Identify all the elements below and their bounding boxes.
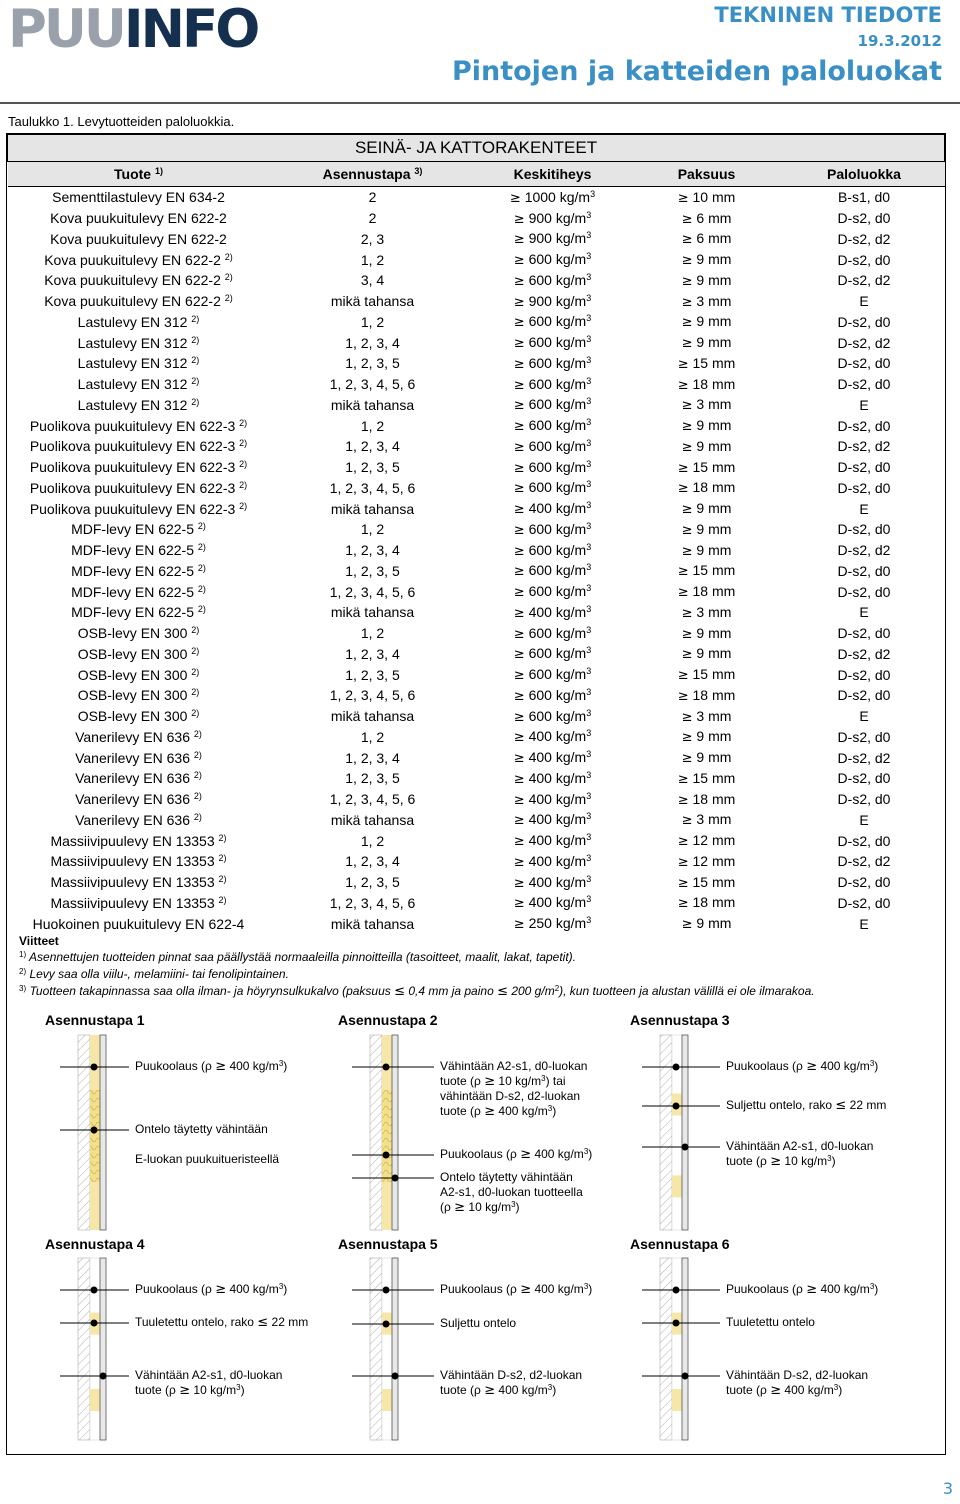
- cell-product: Massiivipuulevy EN 13353 $^{2)}$: [50, 894, 227, 911]
- product-board: [392, 1258, 398, 1440]
- doc-title: Pintojen ja katteiden paloluokat: [451, 56, 942, 87]
- assembly-label: Puukoolaus (ρ ≥ 400 $kg/m^3$): [440, 1282, 593, 1297]
- footnote-1: $^{1)}$ Asennettujen tuotteiden pinnat saa päällystää normaaleilla pinnoitteilla (tasoitteet, maalit, lakat, tapetit).: [19, 950, 577, 964]
- assembly-title: Asennustapa 1: [45, 1012, 145, 1028]
- cell-density: ≥ 600 $kg/m^3$: [513, 417, 592, 435]
- cell-class: E: [859, 915, 869, 932]
- cell-method: 3, 4: [360, 272, 385, 289]
- cell-method: 1, 2: [360, 313, 385, 330]
- cell-density: ≥ 600 $kg/m^3$: [513, 396, 592, 414]
- wood-batten: [90, 1035, 100, 1090]
- cell-method: 1, 2: [360, 728, 385, 745]
- table-caption: Taulukko 1. Levytuotteiden paloluokkia.: [8, 114, 235, 129]
- cell-thickness: ≥ 15 mm: [677, 562, 736, 580]
- cell-density: ≥ 400 $kg/m^3$: [513, 790, 592, 808]
- cell-thickness: ≥ 9 mm: [681, 334, 732, 352]
- cell-method: mikä tahansa: [330, 604, 415, 621]
- cell-method: 1, 2, 3, 4, 5, 6: [329, 376, 416, 393]
- cell-density: ≥ 600 $kg/m^3$: [513, 686, 592, 704]
- leader-dot: [682, 1373, 689, 1380]
- cell-product: Vanerilevy EN 636 $^{2)}$: [75, 791, 202, 808]
- cell-class: E: [859, 708, 869, 725]
- product-board: [100, 1035, 106, 1230]
- cell-density: ≥ 600 $kg/m^3$: [513, 334, 592, 352]
- substrate-wall: [370, 1035, 382, 1230]
- cell-thickness: ≥ 3 mm: [681, 292, 732, 310]
- leader-dot: [383, 1064, 390, 1071]
- wood-batten: [672, 1389, 682, 1411]
- leader-dot: [91, 1320, 98, 1327]
- assembly-label: Vähintään A2-s1, d0-luokan tuote (ρ ≥ 10 $kg/m^3$): [135, 1368, 283, 1398]
- wood-batten: [90, 1389, 100, 1411]
- cell-density: ≥ 400 $kg/m^3$: [513, 603, 592, 621]
- cell-thickness: ≥ 3 mm: [681, 707, 732, 725]
- cell-thickness: ≥ 15 mm: [677, 666, 736, 684]
- cell-class: E: [859, 500, 869, 517]
- cell-method: 2: [368, 189, 377, 206]
- cell-thickness: ≥ 6 mm: [681, 209, 732, 227]
- cell-product: Kova puukuitulevy EN 622-2: [50, 230, 227, 247]
- cell-density: ≥ 600 $kg/m^3$: [513, 313, 592, 331]
- wood-batten: [382, 1182, 392, 1230]
- cell-product: Lastulevy EN 312 $^{2)}$: [77, 313, 200, 330]
- substrate-wall: [78, 1035, 90, 1230]
- cell-product: Kova puukuitulevy EN 622-2 $^{2)}$: [44, 272, 233, 289]
- leader-dot: [100, 1373, 107, 1380]
- cell-product: Puolikova puukuitulevy EN 622-3 $^{2)}$: [29, 479, 248, 496]
- cell-thickness: ≥ 9 mm: [681, 313, 732, 331]
- cell-thickness: ≥ 10 mm: [677, 188, 736, 206]
- cell-method: 1, 2, 3, 4: [345, 645, 400, 662]
- logo-puu: PUU: [8, 0, 124, 60]
- cell-thickness: ≥ 9 mm: [681, 624, 732, 642]
- cell-product: Huokoinen puukuitulevy EN 622-4: [32, 915, 245, 932]
- cell-thickness: ≥ 12 mm: [677, 852, 736, 870]
- cell-thickness: ≥ 18 mm: [677, 686, 736, 704]
- cell-product: Vanerilevy EN 636 $^{2)}$: [75, 728, 202, 745]
- cell-class: E: [859, 811, 869, 828]
- cell-method: 1, 2, 3, 4, 5, 6: [329, 583, 416, 600]
- cell-class: D-s2, d0: [837, 894, 891, 911]
- cell-thickness: ≥ 9 mm: [681, 728, 732, 746]
- cell-thickness: ≥ 15 mm: [677, 873, 736, 891]
- cell-method: 1, 2, 3, 5: [345, 459, 400, 476]
- cell-product: Lastulevy EN 312 $^{2)}$: [77, 334, 200, 351]
- cell-class: E: [859, 293, 869, 310]
- leader-dot: [383, 1321, 390, 1328]
- cell-product: Kova puukuitulevy EN 622-2 $^{2)}$: [44, 251, 233, 268]
- cell-density: ≥ 900 $kg/m^3$: [513, 292, 592, 310]
- cell-density: ≥ 600 $kg/m^3$: [513, 707, 592, 725]
- assembly-label: Tuuletettu ontelo, rako ≤ 22 mm: [135, 1315, 309, 1330]
- cell-class: B-s1, d0: [837, 189, 891, 206]
- cell-method: 1, 2, 3, 4, 5, 6: [329, 687, 416, 704]
- cell-density: ≥ 600 $kg/m^3$: [513, 375, 592, 393]
- cell-product: Puolikova puukuitulevy EN 622-3 $^{2)}$: [29, 459, 248, 476]
- cell-thickness: ≥ 12 mm: [677, 832, 736, 850]
- cell-product: MDF-levy EN 622-5 $^{2)}$: [71, 562, 206, 579]
- cell-density: ≥ 600 $kg/m^3$: [513, 666, 592, 684]
- cell-thickness: ≥ 18 mm: [677, 790, 736, 808]
- cell-product: Massiivipuulevy EN 13353 $^{2)}$: [50, 874, 227, 891]
- cell-method: 1, 2, 3, 4, 5, 6: [329, 791, 416, 808]
- air-cavity: [672, 1258, 682, 1440]
- cell-thickness: ≥ 9 mm: [681, 541, 732, 559]
- cell-product: Puolikova puukuitulevy EN 622-3 $^{2)}$: [29, 438, 248, 455]
- assembly-label: Suljettu ontelo: [440, 1316, 517, 1330]
- assembly-label: Puukoolaus (ρ ≥ 400 $kg/m^3$): [440, 1147, 593, 1162]
- cell-class: D-s2, d2: [837, 853, 891, 870]
- product-board: [392, 1035, 398, 1230]
- cell-product: MDF-levy EN 622-5 $^{2)}$: [71, 604, 206, 621]
- cell-method: 1, 2: [360, 521, 385, 538]
- assembly-label: Puukoolaus (ρ ≥ 400 $kg/m^3$): [135, 1282, 288, 1297]
- cell-method: 1, 2, 3, 4: [345, 749, 400, 766]
- cell-class: D-s2, d2: [837, 645, 891, 662]
- doc-type-heading: TEKNINEN TIEDOTE: [714, 3, 942, 27]
- cell-thickness: ≥ 9 mm: [681, 271, 732, 289]
- substrate-wall: [370, 1258, 382, 1440]
- cell-density: ≥ 600 $kg/m^3$: [513, 541, 592, 559]
- wood-batten: [382, 1035, 392, 1090]
- cell-thickness: ≥ 9 mm: [681, 500, 732, 518]
- cell-density: ≥ 600 $kg/m^3$: [513, 437, 592, 455]
- substrate-wall: [78, 1258, 90, 1440]
- cell-density: ≥ 250 $kg/m^3$: [513, 915, 592, 933]
- leader-dot: [673, 1064, 680, 1071]
- cell-thickness: ≥ 15 mm: [677, 458, 736, 476]
- cell-product: OSB-levy EN 300 $^{2)}$: [77, 625, 200, 642]
- cell-product: Puolikova puukuitulevy EN 622-3 $^{2)}$: [29, 417, 248, 434]
- cell-class: D-s2, d0: [837, 417, 891, 434]
- cell-density: ≥ 400 $kg/m^3$: [513, 749, 592, 767]
- leader-dot: [392, 1373, 399, 1380]
- product-board: [682, 1258, 688, 1440]
- cell-product: Massiivipuulevy EN 13353 $^{2)}$: [50, 832, 227, 849]
- cell-class: D-s2, d2: [837, 230, 891, 247]
- product-board: [100, 1258, 106, 1440]
- cell-class: D-s2, d2: [837, 272, 891, 289]
- cell-thickness: ≥ 15 mm: [677, 769, 736, 787]
- leader-dot: [91, 1287, 98, 1294]
- cell-thickness: ≥ 9 mm: [681, 645, 732, 663]
- cell-product: MDF-levy EN 622-5 $^{2)}$: [71, 521, 206, 538]
- cell-method: 1, 2, 3, 4: [345, 438, 400, 455]
- substrate-wall: [660, 1258, 672, 1440]
- cell-density: ≥ 600 $kg/m^3$: [513, 583, 592, 601]
- cell-class: D-s2, d0: [837, 832, 891, 849]
- cell-product: Sementtilastulevy EN 634-2: [52, 189, 225, 206]
- assembly-label: Suljettu ontelo, rako ≤ 22 mm: [726, 1098, 887, 1113]
- cell-method: 1, 2, 3, 4: [345, 334, 400, 351]
- assembly-label: Puukoolaus (ρ ≥ 400 $kg/m^3$): [726, 1282, 879, 1297]
- assembly-label: Vähintään A2-s1, d0-luokan tuote (ρ ≥ 10 $kg/m^3$) tai vähintään D-s2, d2-luokan tuote (ρ ≥ 400 $kg/m^3$): [440, 1059, 588, 1119]
- cell-density: ≥ 600 $kg/m^3$: [513, 479, 592, 497]
- cell-density: ≥ 400 $kg/m^3$: [513, 894, 592, 912]
- leader-dot: [673, 1287, 680, 1294]
- footnote-2: $^{2)}$ Levy saa olla viilu-, melamiini- tai fenolipintainen.: [19, 967, 289, 981]
- cell-density: ≥ 600 $kg/m^3$: [513, 251, 592, 269]
- leader-dot: [383, 1152, 390, 1159]
- cell-product: Vanerilevy EN 636 $^{2)}$: [75, 770, 202, 787]
- cell-thickness: ≥ 3 mm: [681, 603, 732, 621]
- cell-thickness: ≥ 9 mm: [681, 251, 732, 269]
- cell-class: D-s2, d2: [837, 334, 891, 351]
- cell-method: 1, 2: [360, 417, 385, 434]
- cell-product: OSB-levy EN 300 $^{2)}$: [77, 708, 200, 725]
- product-board: [682, 1035, 688, 1230]
- cell-class: D-s2, d0: [837, 210, 891, 227]
- cell-product: MDF-levy EN 622-5 $^{2)}$: [71, 542, 206, 559]
- cell-density: ≥ 600 $kg/m^3$: [513, 458, 592, 476]
- column-header: Paloluokka: [784, 162, 945, 187]
- cell-product: Vanerilevy EN 636 $^{2)}$: [75, 811, 202, 828]
- cell-class: D-s2, d0: [837, 376, 891, 393]
- cell-method: mikä tahansa: [330, 915, 415, 932]
- cell-method: 2: [368, 210, 377, 227]
- cell-thickness: ≥ 9 mm: [681, 417, 732, 435]
- cell-class: D-s2, d0: [837, 521, 891, 538]
- cell-method: mikä tahansa: [330, 500, 415, 517]
- air-cavity: [90, 1258, 100, 1440]
- cell-class: D-s2, d0: [837, 562, 891, 579]
- cell-class: D-s2, d0: [837, 479, 891, 496]
- cell-class: D-s2, d0: [837, 666, 891, 683]
- leader-dot: [91, 1064, 98, 1071]
- cell-density: ≥ 400 $kg/m^3$: [513, 728, 592, 746]
- cell-product: OSB-levy EN 300 $^{2)}$: [77, 666, 200, 683]
- cell-product: Kova puukuitulevy EN 622-2: [50, 210, 227, 227]
- cell-thickness: ≥ 3 mm: [681, 811, 732, 829]
- footnotes-title: Viitteet: [19, 934, 59, 948]
- cell-method: 1, 2: [360, 251, 385, 268]
- assembly-label: Puukoolaus (ρ ≥ 400 $kg/m^3$): [135, 1059, 288, 1074]
- cell-thickness: ≥ 9 mm: [681, 437, 732, 455]
- cell-density: ≥ 600 $kg/m^3$: [513, 624, 592, 642]
- cell-thickness: ≥ 18 mm: [677, 583, 736, 601]
- cell-class: E: [859, 604, 869, 621]
- cell-method: 2, 3: [360, 230, 385, 247]
- assembly-title: Asennustapa 3: [630, 1012, 730, 1028]
- cell-product: MDF-levy EN 622-5 $^{2)}$: [71, 583, 206, 600]
- column-header: Keskitiheys: [476, 162, 630, 187]
- cell-product: OSB-levy EN 300 $^{2)}$: [77, 687, 200, 704]
- cell-method: 1, 2, 3, 5: [345, 770, 400, 787]
- cell-density: ≥ 1000 $kg/m^3$: [509, 188, 596, 206]
- cell-class: D-s2, d0: [837, 687, 891, 704]
- cell-product: OSB-levy EN 300 $^{2)}$: [77, 645, 200, 662]
- footnote-3: $^{3)}$ Tuotteen takapinnassa saa olla ilman- ja höyrynsulkukalvo (paksuus ≤ 0,4 mm ja paino ≤ 200 $g/m^2$), kun tuotteen ja alustan välillä ei ole ilmarakoa.: [19, 984, 815, 999]
- cell-thickness: ≥ 18 mm: [677, 375, 736, 393]
- cell-method: mikä tahansa: [330, 708, 415, 725]
- leader-dot: [682, 1144, 689, 1151]
- cell-product: Puolikova puukuitulevy EN 622-3 $^{2)}$: [29, 500, 248, 517]
- cell-class: D-s2, d0: [837, 583, 891, 600]
- assembly-label: Ontelo täytetty vähintään E-luokan puukuitueristeellä: [135, 1122, 280, 1166]
- table-title: SEINÄ- JA KATTORAKENTEET: [8, 135, 945, 162]
- cell-product: Lastulevy EN 312 $^{2)}$: [77, 396, 200, 413]
- page-number: 3: [942, 1479, 953, 1498]
- cell-density: ≥ 600 $kg/m^3$: [513, 562, 592, 580]
- leader-dot: [392, 1175, 399, 1182]
- cell-method: 1, 2, 3, 4: [345, 853, 400, 870]
- cell-class: D-s2, d0: [837, 251, 891, 268]
- wood-batten: [90, 1182, 100, 1230]
- cell-class: D-s2, d0: [837, 459, 891, 476]
- cell-class: D-s2, d0: [837, 625, 891, 642]
- leader-dot: [91, 1127, 98, 1134]
- assembly-label: Vähintään A2-s1, d0-luokan tuote (ρ ≥ 10 $kg/m^3$): [726, 1139, 874, 1169]
- cell-method: mikä tahansa: [330, 293, 415, 310]
- cell-class: D-s2, d0: [837, 728, 891, 745]
- cell-class: D-s2, d0: [837, 355, 891, 372]
- leader-dot: [383, 1287, 390, 1294]
- cell-density: ≥ 400 $kg/m^3$: [513, 873, 592, 891]
- assembly-label: Vähintään D-s2, d2-luokan tuote (ρ ≥ 400 $kg/m^3$): [440, 1368, 583, 1398]
- cell-method: 1, 2, 3, 5: [345, 355, 400, 372]
- air-cavity: [382, 1258, 392, 1440]
- cell-method: mikä tahansa: [330, 396, 415, 413]
- cell-thickness: ≥ 9 mm: [681, 915, 732, 933]
- cell-density: ≥ 600 $kg/m^3$: [513, 271, 592, 289]
- cell-density: ≥ 600 $kg/m^3$: [513, 354, 592, 372]
- leader-dot: [673, 1320, 680, 1327]
- cell-density: ≥ 900 $kg/m^3$: [513, 209, 592, 227]
- cell-thickness: ≥ 3 mm: [681, 396, 732, 414]
- cell-class: D-s2, d0: [837, 791, 891, 808]
- cell-thickness: ≥ 6 mm: [681, 230, 732, 248]
- column-header: Tuote $^{1)}$: [8, 162, 270, 187]
- assembly-label: Ontelo täytetty vähintään A2-s1, d0-luokan tuotteella (ρ ≥ 10 $kg/m^3$): [440, 1170, 583, 1215]
- doc-date: 19.3.2012: [857, 32, 942, 50]
- cell-thickness: ≥ 9 mm: [681, 520, 732, 538]
- cell-class: D-s2, d0: [837, 770, 891, 787]
- cell-density: ≥ 600 $kg/m^3$: [513, 645, 592, 663]
- cell-method: 1, 2, 3, 4, 5, 6: [329, 894, 416, 911]
- cell-density: ≥ 900 $kg/m^3$: [513, 230, 592, 248]
- cell-density: ≥ 400 $kg/m^3$: [513, 500, 592, 518]
- assembly-title: Asennustapa 2: [338, 1012, 438, 1028]
- cell-density: ≥ 400 $kg/m^3$: [513, 852, 592, 870]
- cell-method: mikä tahansa: [330, 811, 415, 828]
- cell-thickness: ≥ 9 mm: [681, 749, 732, 767]
- cell-class: D-s2, d2: [837, 438, 891, 455]
- column-header: Asennustapa $^{3)}$: [270, 162, 476, 187]
- cell-product: Lastulevy EN 312 $^{2)}$: [77, 355, 200, 372]
- cell-method: 1, 2: [360, 832, 385, 849]
- cell-method: 1, 2: [360, 625, 385, 642]
- cell-class: D-s2, d2: [837, 749, 891, 766]
- column-header: Paksuus: [630, 162, 784, 187]
- assembly-title: Asennustapa 6: [630, 1236, 730, 1252]
- cell-product: Kova puukuitulevy EN 622-2 $^{2)}$: [44, 293, 233, 310]
- insulation-fill: [382, 1090, 392, 1182]
- wood-batten: [382, 1389, 392, 1411]
- insulation-fill: [90, 1090, 100, 1182]
- cell-density: ≥ 400 $kg/m^3$: [513, 769, 592, 787]
- cell-class: E: [859, 396, 869, 413]
- assembly-title: Asennustapa 5: [338, 1236, 438, 1252]
- cell-density: ≥ 400 $kg/m^3$: [513, 832, 592, 850]
- substrate-wall: [660, 1035, 672, 1230]
- cell-class: D-s2, d0: [837, 313, 891, 330]
- cell-density: ≥ 600 $kg/m^3$: [513, 520, 592, 538]
- cell-method: 1, 2, 3, 5: [345, 874, 400, 891]
- assembly-title: Asennustapa 4: [45, 1236, 145, 1252]
- cell-method: 1, 2, 3, 5: [345, 666, 400, 683]
- leader-dot: [673, 1103, 680, 1110]
- cell-class: D-s2, d2: [837, 542, 891, 559]
- cell-class: D-s2, d0: [837, 874, 891, 891]
- cell-thickness: ≥ 15 mm: [677, 354, 736, 372]
- cell-thickness: ≥ 18 mm: [677, 894, 736, 912]
- cell-method: 1, 2, 3, 4, 5, 6: [329, 479, 416, 496]
- cell-density: ≥ 400 $kg/m^3$: [513, 811, 592, 829]
- wood-batten: [672, 1175, 682, 1197]
- assembly-label: Tuuletettu ontelo: [726, 1315, 815, 1329]
- logo-info: INFO: [123, 0, 258, 60]
- cell-method: 1, 2, 3, 5: [345, 562, 400, 579]
- cell-thickness: ≥ 18 mm: [677, 479, 736, 497]
- assembly-label: Vähintään D-s2, d2-luokan tuote (ρ ≥ 400 $kg/m^3$): [726, 1368, 869, 1398]
- cell-product: Lastulevy EN 312 $^{2)}$: [77, 376, 200, 393]
- cell-method: 1, 2, 3, 4: [345, 542, 400, 559]
- assembly-label: Puukoolaus (ρ ≥ 400 $kg/m^3$): [726, 1059, 879, 1074]
- cell-product: Vanerilevy EN 636 $^{2)}$: [75, 749, 202, 766]
- cell-product: Massiivipuulevy EN 13353 $^{2)}$: [50, 853, 227, 870]
